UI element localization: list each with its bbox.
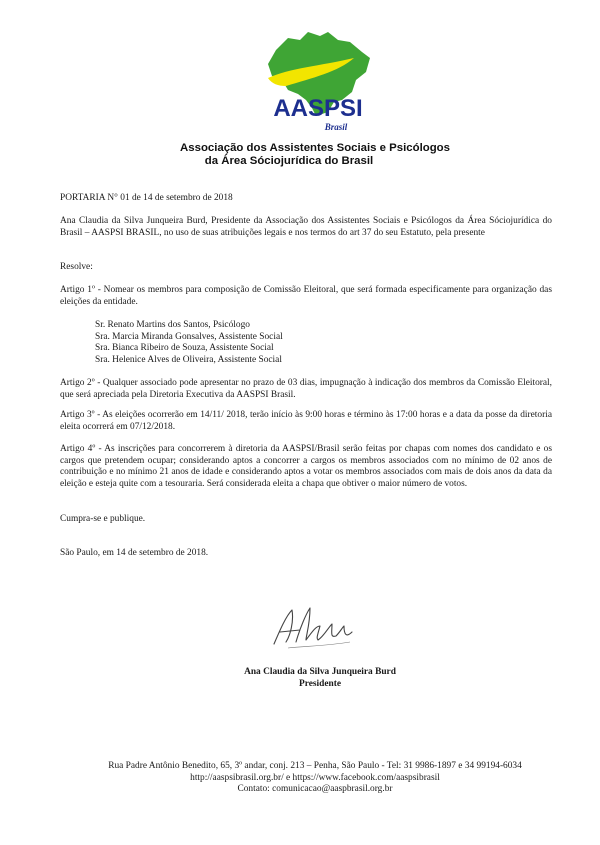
place-and-date: São Paulo, em 14 de setembro de 2018. [60,548,209,558]
artigo-1: Artigo 1º - Nomear os membros para composição de Comissão Eleitoral, que será formada especificamente para organização das eleições da entidade. [60,285,552,307]
logo-subtext: Brasil [324,122,348,132]
portaria-heading: PORTARIA N° 01 de 14 de setembro de 2018 [60,193,233,203]
member-item: Sr. Renato Martins dos Santos, Psicólogo [95,320,250,330]
artigo-2: Artigo 2º - Qualquer associado pode apresentar no prazo de 03 dias, impugnação à indicação dos membros da Comissão Eleitoral, que será apreciada pela Diretoria Executiva da AASPSI Brasil. [60,378,552,400]
commission-members-list [95,320,495,366]
org-name-line2: da Área Sóciojurídica do Brasil [204,155,374,167]
footer-links: http://aaspsibrasil.org.br/ e https://www.facebook.com/aaspsibrasil [190,772,440,783]
signature-icon [266,602,356,652]
organization-name [0,142,600,168]
artigo-4: Artigo 4º - As inscrições para concorrerem à diretoria da AASPSI/Brasil serão feitas por chapas com nomes dos candidato e os cargos que pretendem ocupar; considerando aptos a concorrer a cargos os membros associados com no mínimo de 02 anos de contribuição e no mínimo 21 anos de idade e considerando aptos a votar os membros associados com mais de dois anos da data da eleição e esteja quite com a tesouraria. Será considerada eleita a chapa que obtiver o maior número de votos. [60,444,552,489]
brazil-map-logo-icon [258,28,378,140]
artigo-3: Artigo 3º - As eleições ocorrerão em 14/11/ 2018, terão início às 9:00 horas e término às 17:00 horas e a data da posse da diretoria eleita ocorrerá em 07/12/2018. [60,410,552,432]
footer-address: Rua Padre Antônio Benedito, 65, 3º andar, conj. 213 – Penha, São Paulo - Tel: 31 9986-1897 e 34 99194-6034 [108,761,522,771]
signer-title: Presidente [298,679,341,689]
member-item: Sra. Marcia Miranda Gonsalves, Assistente Social [95,331,283,342]
signer-name: Ana Claudia da Silva Junqueira Burd [244,667,396,677]
aaspsi-logo [258,28,378,140]
footer [0,761,600,796]
footer-contact: Contato: comunicacao@aaspbrasil.org.br [237,784,393,795]
handwritten-signature [266,602,356,652]
intro-paragraph: Ana Claudia da Silva Junqueira Burd, Presidente da Associação dos Assistentes Sociais e Psicólogos da Área Sóciojurídica do Brasil – AASPSI BRASIL, no uso de suas atribuições legais e nos termos do art 37 do seu Estatuto, pela presente [60,216,552,238]
member-item: Sra. Helenice Alves de Oliveira, Assistente Social [95,354,282,365]
logo-text: AASPSI [273,95,363,122]
member-item: Sra. Bianca Ribeiro de Souza, Assistente Social [95,343,274,354]
resolve-label: Resolve: [60,262,93,272]
closing-line: Cumpra-se e publique. [60,514,146,524]
org-name-line1: Associação dos Assistentes Sociais e Psicólogos [180,142,450,154]
